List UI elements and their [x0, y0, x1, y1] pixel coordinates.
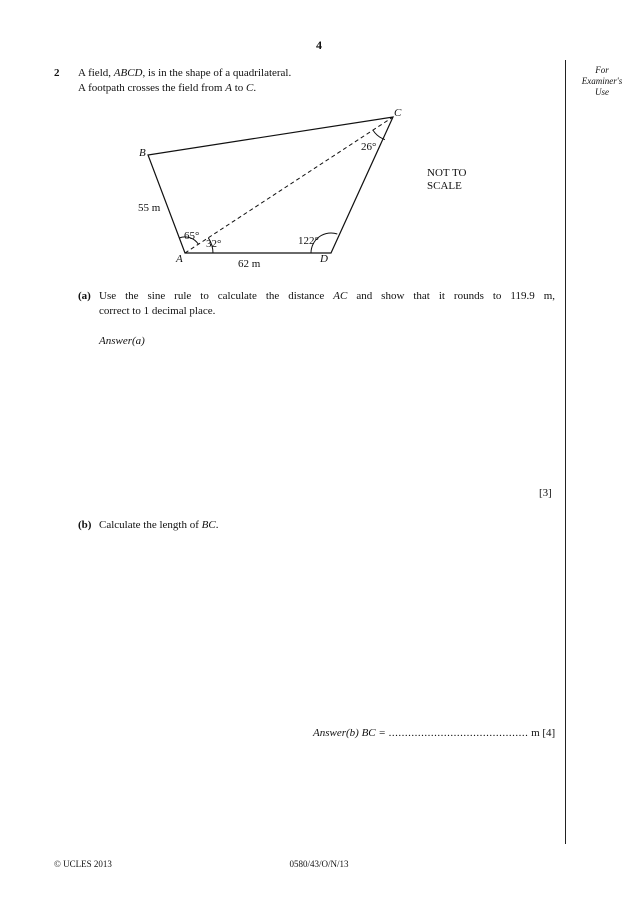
vertex-c-label: C: [394, 107, 402, 119]
answer-blank[interactable]: ...........................................: [388, 727, 529, 739]
angle-cad-label: 32°: [206, 238, 222, 250]
intro-text: to: [231, 82, 247, 94]
intro-text: .: [253, 82, 257, 94]
part-b-unit-marks: m [4]: [528, 727, 556, 739]
quadrilateral-diagram: [100, 100, 467, 275]
question-intro-line-1: [78, 67, 291, 79]
part-a-label: (a): [78, 290, 91, 302]
footer-copyright: © UCLES 2013: [54, 859, 112, 869]
part-a-question-line-1: [99, 290, 555, 302]
vertex-b-label: B: [139, 147, 146, 159]
part-b-text: .: [215, 519, 219, 531]
angle-adc-label: 122°: [298, 235, 319, 247]
point-a: A: [225, 82, 232, 94]
length-bc: BC: [201, 519, 216, 531]
part-b-label: (b): [78, 519, 92, 531]
field-name: ABCD: [113, 67, 143, 79]
part-a-marks: [3]: [539, 487, 552, 499]
examiner-line-2: Examiner's: [581, 76, 623, 86]
not-to-scale-line-1: NOT TO: [427, 167, 467, 179]
angle-acd-label: 26°: [361, 141, 377, 153]
page-number: 4: [316, 38, 322, 52]
angle-bac-label: 65°: [184, 230, 200, 242]
intro-text: , is in the shape of a quadrilateral.: [142, 67, 292, 79]
intro-text: A footpath crosses the field from: [78, 82, 226, 94]
part-a-text: Use the sine rule to calculate the distance: [99, 290, 334, 302]
distance-ac: AC: [333, 290, 348, 302]
length-ad-label: 62 m: [238, 258, 261, 270]
examiner-line-1: For: [595, 65, 609, 75]
length-ab-label: 55 m: [138, 202, 161, 214]
part-b-text: Calculate the length of: [99, 519, 202, 531]
part-a-question-line-2: correct to 1 decimal place.: [99, 305, 216, 317]
part-b-answer-label: Answer(b) BC =: [313, 727, 389, 739]
footer-paper-code: 0580/43/O/N/13: [289, 859, 349, 869]
examiner-margin-line: [565, 60, 566, 844]
intro-text: A field,: [78, 67, 114, 79]
part-a-text: and show that it rounds to 119.9 m,: [347, 290, 555, 302]
not-to-scale-line-2: SCALE: [427, 180, 462, 192]
part-b-answer-line: [313, 727, 555, 739]
point-c: C: [246, 82, 254, 94]
examiner-use-note: [566, 65, 638, 98]
examiner-line-3: Use: [595, 87, 609, 97]
question-intro-line-2: [78, 82, 256, 94]
question-number: 2: [54, 67, 60, 79]
part-a-answer-label: Answer(a): [99, 335, 145, 347]
part-b-question: [99, 519, 218, 531]
vertex-d-label: D: [320, 253, 328, 265]
vertex-a-label: A: [176, 253, 183, 265]
